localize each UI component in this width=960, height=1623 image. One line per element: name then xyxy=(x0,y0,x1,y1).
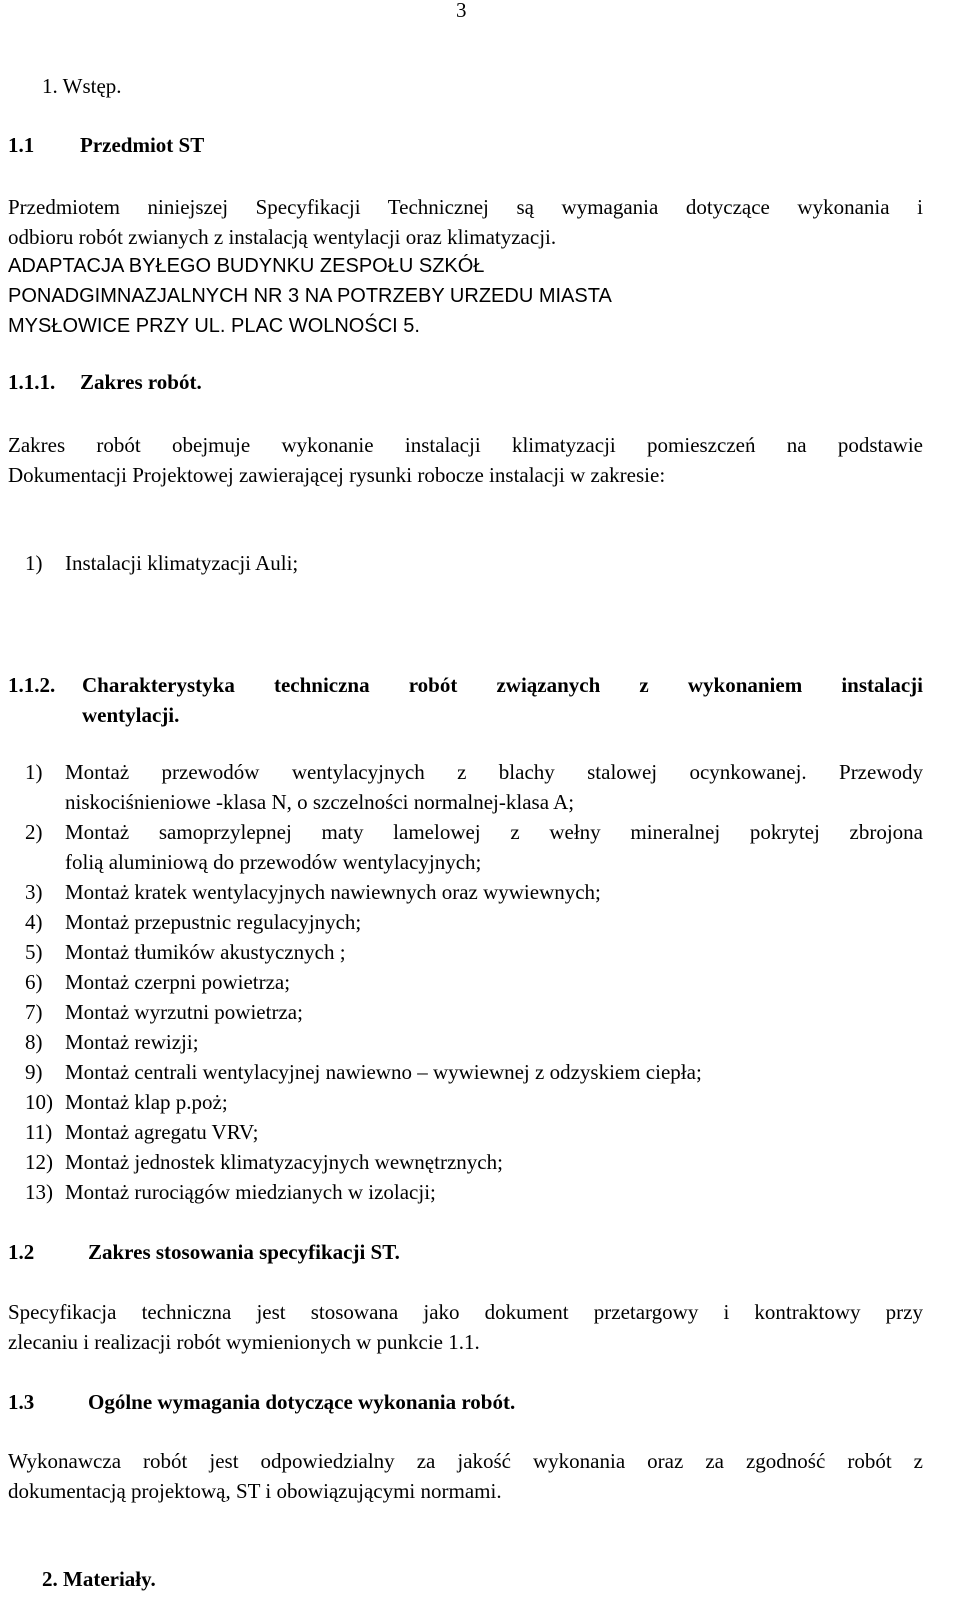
works-item-text: Montaż rewizji; xyxy=(65,1030,199,1054)
works-item-text: Montaż czerpni powietrza; xyxy=(65,970,291,994)
works-item-text: Montaż rurociągów miedzianych w izolacji; xyxy=(65,1180,436,1204)
zakres-line-1: Zakres robót obejmuje wykonanie instalacji klimatyzacji pomieszczeń na podstawie xyxy=(8,433,923,457)
heading-materialy: 2. Materiały. xyxy=(42,1567,156,1591)
page-number: 3 xyxy=(456,0,467,22)
heading-1-1-1-number: 1.1.1. xyxy=(8,370,56,394)
works-item-text: Montaż przewodów wentylacyjnych z blachy stalowej ocynkowanej. Przewody xyxy=(65,760,923,784)
works-item-text: Montaż jednostek klimatyzacyjnych wewnętrznych; xyxy=(65,1150,503,1174)
zakres-line-2: Dokumentacji Projektowej zawierającej rysunki robocze instalacji w zakresie: xyxy=(8,463,666,487)
works-item-number: 5) xyxy=(25,940,43,964)
works-item-number: 6) xyxy=(25,970,43,994)
stosowanie-line-1: Specyfikacja techniczna jest stosowana jako dokument przetargowy i kontraktowy przy xyxy=(8,1300,923,1324)
works-item-text: Montaż wyrzutni powietrza; xyxy=(65,1000,303,1024)
works-item-number: 12) xyxy=(25,1150,53,1174)
works-item-number: 13) xyxy=(25,1180,53,1204)
list-item-text: Instalacji klimatyzacji Auli; xyxy=(65,551,299,575)
heading-1-1-number: 1.1 xyxy=(8,133,35,157)
works-item-number: 4) xyxy=(25,910,43,934)
list-item xyxy=(25,551,425,579)
heading-1-2-number: 1.2 xyxy=(8,1240,35,1264)
works-item-number: 11) xyxy=(25,1120,53,1144)
works-item-text: Montaż agregatu VRV; xyxy=(65,1120,259,1144)
przedmiot-line-2: odbioru robót zwianych z instalacją wentylacji oraz klimatyzacji. xyxy=(8,225,557,249)
works-item-number: 10) xyxy=(25,1090,53,1114)
heading-1-1-1-title: Zakres robót. xyxy=(80,370,202,394)
heading-1-3-number: 1.3 xyxy=(8,1390,35,1414)
adaptacja-line-1: ADAPTACJA BYŁEGO BUDYNKU ZESPOŁU SZKÓŁ xyxy=(8,255,485,277)
works-item-number: 3) xyxy=(25,880,43,904)
heading-1-2-title: Zakres stosowania specyfikacji ST. xyxy=(88,1240,400,1264)
works-item-text: Montaż kratek wentylacyjnych nawiewnych oraz wywiewnych; xyxy=(65,880,601,904)
works-item-number: 8) xyxy=(25,1030,43,1054)
heading-wstep: 1. Wstęp. xyxy=(42,74,122,98)
przedmiot-line-1: Przedmiotem niniejszej Specyfikacji Technicznej są wymagania dotyczące wykonania i xyxy=(8,195,923,219)
works-item-text: Montaż centrali wentylacyjnej nawiewno – wywiewnej z odzyskiem ciepła; xyxy=(65,1060,702,1084)
list-item-number: 1) xyxy=(25,551,43,575)
heading-1-1-2-number: 1.1.2. xyxy=(8,673,56,697)
works-item-text: Montaż samoprzylepnej maty lamelowej z wełny mineralnej pokrytej zbrojona xyxy=(65,820,923,844)
works-item-text: Montaż przepustnic regulacyjnych; xyxy=(65,910,362,934)
works-item-text: Montaż klap p.poż; xyxy=(65,1090,228,1114)
works-item-number: 7) xyxy=(25,1000,43,1024)
works-item-text: folią aluminiową do przewodów wentylacyjnych; xyxy=(65,850,482,874)
works-item-text: Montaż tłumików akustycznych ; xyxy=(65,940,346,964)
heading-1-3-title: Ogólne wymagania dotyczące wykonania robót. xyxy=(88,1390,516,1414)
wymagania-line-1: Wykonawcza robót jest odpowiedzialny za jakość wykonania oraz za zgodność robót z xyxy=(8,1449,923,1473)
heading-1-1-2-line-2: wentylacji. xyxy=(82,703,180,727)
works-item-number: 9) xyxy=(25,1060,43,1084)
wymagania-line-2: dokumentacją projektową, ST i obowiązującymi normami. xyxy=(8,1479,502,1503)
works-item-number: 2) xyxy=(25,820,43,844)
works-item-text: niskociśnieniowe -klasa N, o szczelności normalnej-klasa A; xyxy=(65,790,575,814)
stosowanie-line-2: zlecaniu i realizacji robót wymienionych w punkcie 1.1. xyxy=(8,1330,480,1354)
adaptacja-line-3: MYSŁOWICE PRZY UL. PLAC WOLNOŚCI 5. xyxy=(8,315,420,337)
heading-1-1-2-line-1: Charakterystyka techniczna robót związanych z wykonaniem instalacji xyxy=(82,673,923,697)
works-item-number: 1) xyxy=(25,760,43,784)
heading-1-1-title: Przedmiot ST xyxy=(80,133,205,157)
adaptacja-line-2: PONADGIMNAZJALNYCH NR 3 NA POTRZEBY URZEDU MIASTA xyxy=(8,285,612,307)
